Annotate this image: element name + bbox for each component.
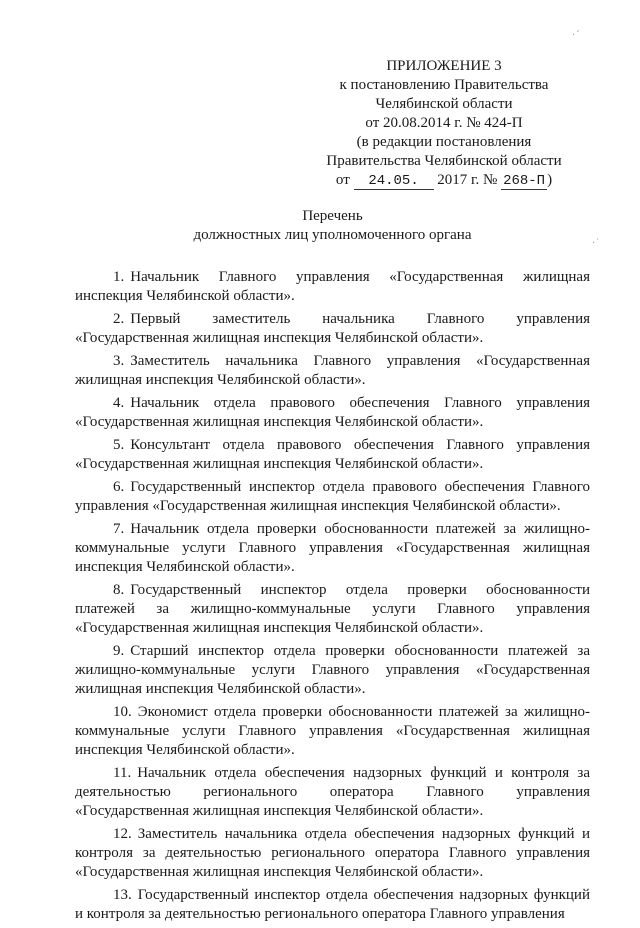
item-text: Государственный инспектор отдела правового обеспечения Главного управления «Государственная жилищная инспекция Челябинской области». <box>75 479 590 514</box>
item-number: 6. <box>113 479 125 495</box>
item-text: Начальник Главного управления «Государственная жилищная инспекция Челябинской области». <box>75 269 590 304</box>
item-text: Заместитель начальника Главного управления «Государственная жилищная инспекция Челябинской области». <box>75 353 590 388</box>
scan-speck-mark: ·´ <box>572 30 581 41</box>
item-number: 12. <box>113 826 132 842</box>
list-item <box>75 268 590 306</box>
item-number: 8. <box>113 582 125 598</box>
list-item <box>75 436 590 474</box>
list-item <box>75 394 590 432</box>
appendix-header <box>300 57 588 190</box>
appendix-line: Правительства Челябинской области <box>326 153 562 169</box>
list-item <box>75 478 590 516</box>
amendment-close: ) <box>547 172 553 188</box>
amendment-year: 2017 г. № <box>437 172 498 188</box>
item-number: 10. <box>113 704 132 720</box>
list-item <box>75 520 590 577</box>
appendix-line: (в редакции постановления <box>356 134 532 150</box>
list-item <box>75 886 590 924</box>
item-text: Государственный инспектор отдела проверки обоснованности платежей за жилищно-коммунальные услуги Главного управления «Государственная жилищная инспекция Челябинской области». <box>75 582 590 636</box>
item-number: 4. <box>113 395 125 411</box>
item-number: 7. <box>113 521 125 537</box>
amendment-from: от <box>335 172 350 188</box>
item-number: 2. <box>113 311 125 327</box>
item-number: 1. <box>113 269 125 285</box>
list-item <box>75 825 590 882</box>
item-text: Начальник отдела обеспечения надзорных функций и контроля за деятельностью регионального оператора Главного управления «Государственная жилищная инспекция Челябинской области». <box>75 765 590 819</box>
title-line: должностных лиц уполномоченного органа <box>193 227 472 243</box>
item-text: Начальник отдела проверки обоснованности платежей за жилищно-коммунальные услуги Главного управления «Государственная жилищная инспекция Челябинской области». <box>75 521 590 575</box>
document-title <box>75 207 590 245</box>
item-text: Первый заместитель начальника Главного управления «Государственная жилищная инспекция Челябинской области». <box>75 311 590 346</box>
item-text: Начальник отдела правового обеспечения Главного управления «Государственная жилищная инспекция Челябинской области». <box>75 395 590 430</box>
appendix-line: от 20.08.2014 г. № 424-П <box>365 115 523 131</box>
item-number: 9. <box>113 643 125 659</box>
item-number: 11. <box>113 765 132 781</box>
item-number: 3. <box>113 353 125 369</box>
appendix-label: ПРИЛОЖЕНИЕ 3 <box>386 58 502 74</box>
item-text: Экономист отдела проверки обоснованности платежей за жилищно-коммунальные услуги Главного управления «Государственная жилищная инспекция Челябинской области». <box>75 704 590 758</box>
appendix-line: Челябинской области <box>375 96 513 112</box>
list-item <box>75 310 590 348</box>
item-text: Заместитель начальника отдела обеспечения надзорных функций и контроля за деятельностью регионального оператора Главного управления «Государственная жилищная инспекция Челябинской области». <box>75 826 590 880</box>
item-text: Государственный инспектор отдела обеспечения надзорных функций и контроля за деятельностью регионального оператора Главного управления <box>75 887 590 922</box>
title-line: Перечень <box>302 208 363 224</box>
amendment-number: 268-П <box>503 173 546 189</box>
amendment-date: 24.05. <box>354 173 434 190</box>
list-item <box>75 764 590 821</box>
appendix-line: к постановлению Правительства <box>339 77 549 93</box>
list-item <box>75 642 590 699</box>
item-number: 5. <box>113 437 125 453</box>
officials-list <box>75 268 590 928</box>
list-item <box>75 703 590 760</box>
list-item <box>75 352 590 390</box>
list-item <box>75 581 590 638</box>
scan-speck-mark: ·˙ <box>592 238 601 249</box>
item-text: Старший инспектор отдела проверки обоснованности платежей за жилищно-коммунальные услуги Главного управления «Государственная жилищная инспекция Челябинской области». <box>75 643 590 697</box>
amendment-line <box>300 171 588 190</box>
item-text: Консультант отдела правового обеспечения Главного управления «Государственная жилищная инспекция Челябинской области». <box>75 437 590 472</box>
item-number: 13. <box>113 887 132 903</box>
